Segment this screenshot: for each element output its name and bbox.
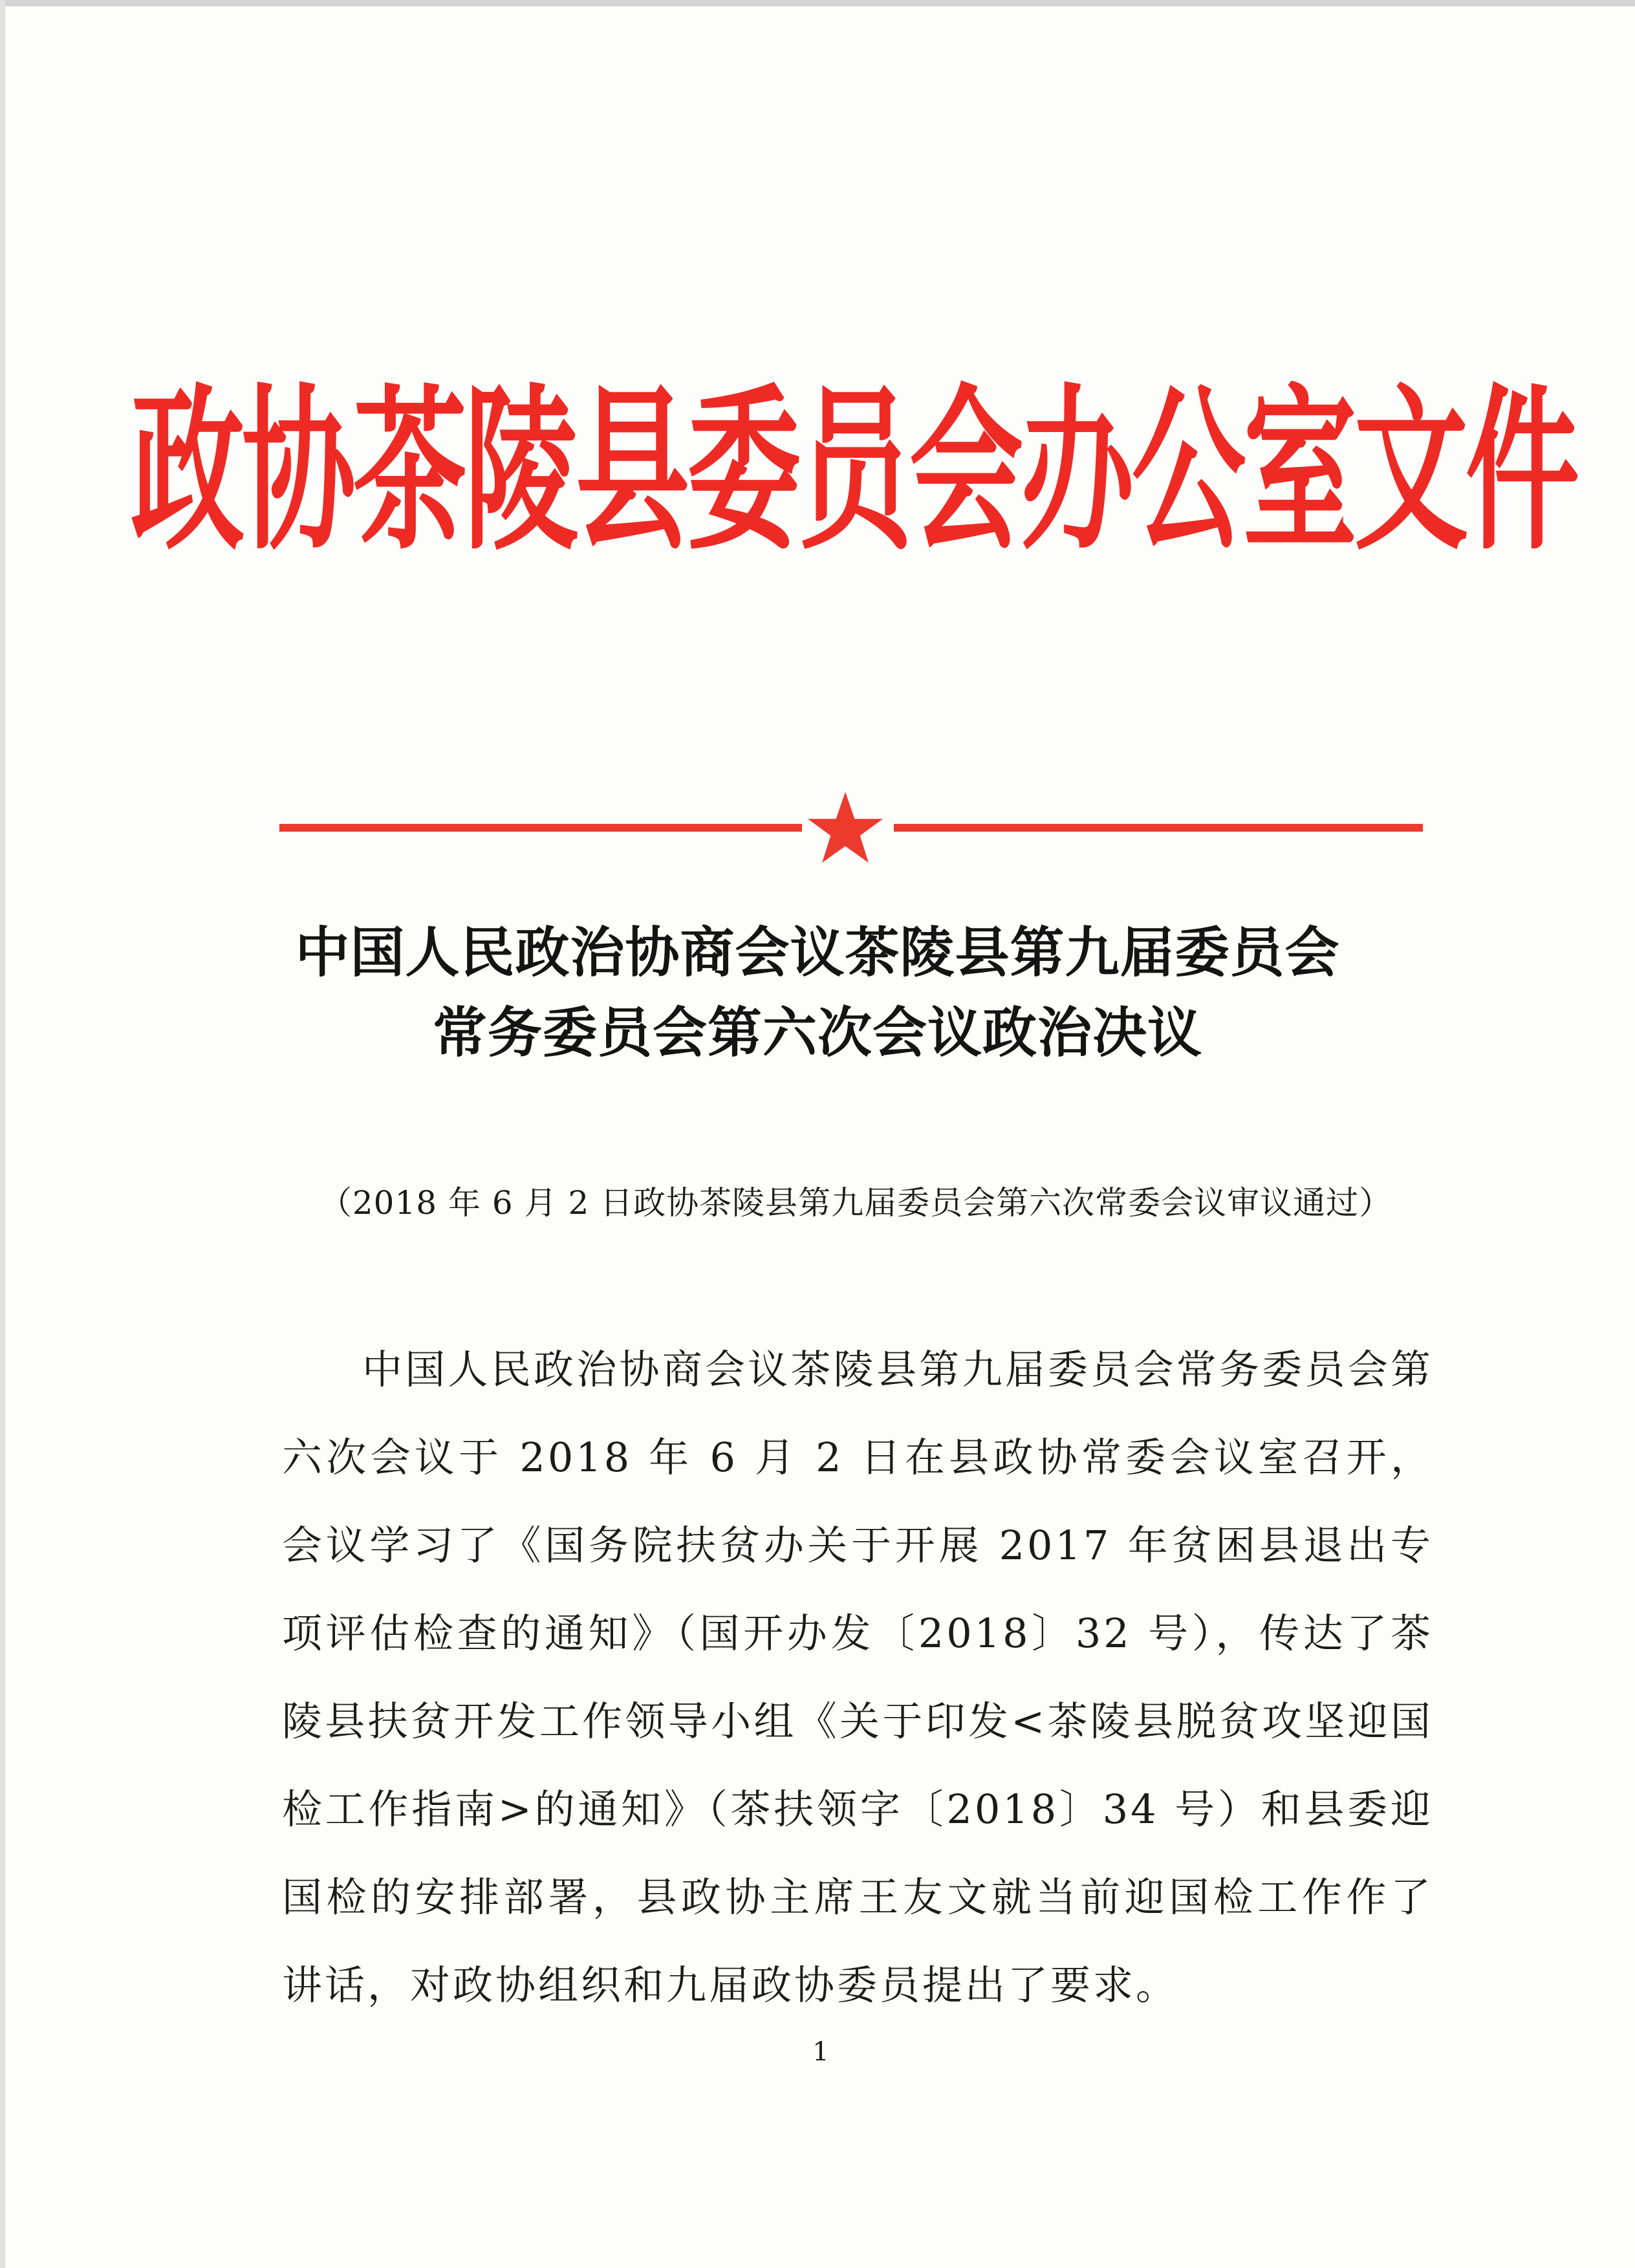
document-title-line-2: 常务委员会第六次会议政治决议 xyxy=(432,1000,1202,1064)
document-title-line-1: 中国人民政治协商会议茶陵县第九届委员会 xyxy=(295,920,1340,984)
body-paragraph: 中国人民政治协商会议茶陵县第九届委员会常务委员会第六次会议于 2018 年 6 月 2 日在县政协常委会议室召开，会议学习了《国务院扶贫办关于开展 2017 年贫困县退出专项评估检查的通知》（国开办发〔2018〕32 号），传达了茶陵县扶贫开发工作领导小组《关于印发<茶陵县脱贫攻坚迎国检工作指南>的通知》（茶扶领字〔2018〕34 号）和县委迎国检的安排部署，县政协主席王友文就当前迎国检工作作了讲话，对政协组织和九届政协委员提出了要求。 xyxy=(282,1346,1433,2009)
approval-note: （2018 年 6 月 2 日政协茶陵县第九届委员会第六次常委会议审议通过） xyxy=(319,1184,1392,1222)
red-divider-left xyxy=(279,824,802,832)
red-divider-right xyxy=(894,824,1423,832)
star-icon xyxy=(806,790,885,865)
scan-edge-left xyxy=(0,0,5,2268)
document-masthead: 政协茶陵县委员会办公室文件 xyxy=(131,368,1577,574)
page-number: 1 xyxy=(812,2037,829,2067)
scan-edge-top xyxy=(0,0,1635,6)
